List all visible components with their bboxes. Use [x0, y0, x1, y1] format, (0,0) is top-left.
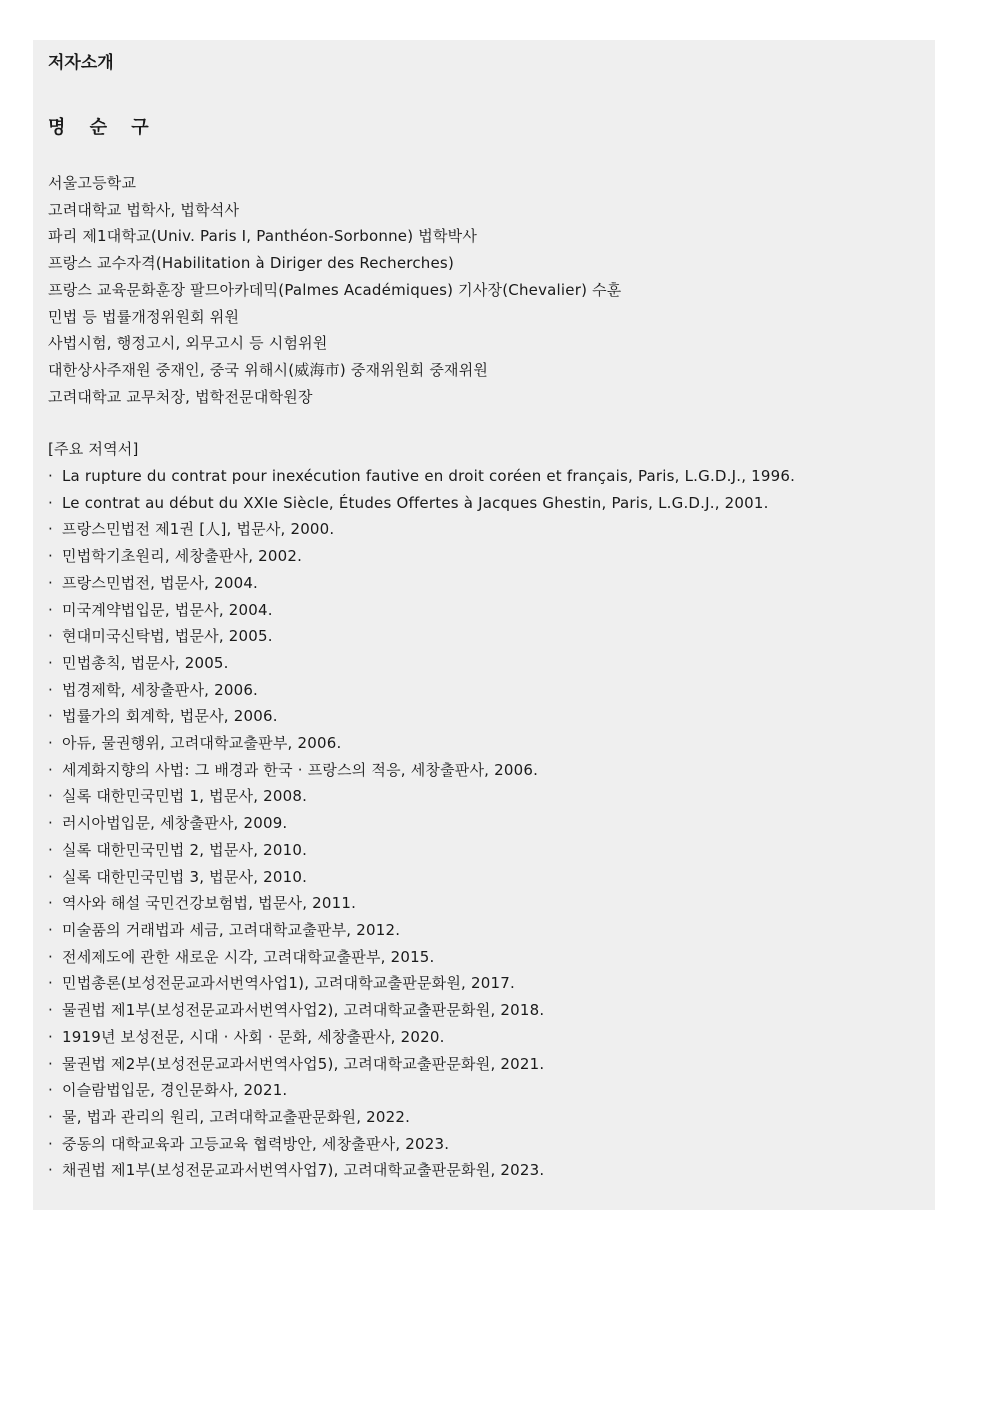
works-item-text: 민법총칙, 법문사, 2005. [62, 653, 229, 672]
bullet-mark: · [48, 520, 53, 539]
works-item-text: 미술품의 거래법과 세금, 고려대학교출판부, 2012. [62, 920, 401, 939]
works-item [48, 917, 935, 944]
bullet-mark: · [48, 493, 53, 512]
works-item-text: 아듀, 물권행위, 고려대학교출판부, 2006. [62, 734, 342, 753]
bio-item: 고려대학교 법학사, 법학석사 [48, 200, 240, 219]
works-item [48, 783, 935, 810]
bullet-mark: · [48, 1054, 53, 1073]
bullet-mark: · [48, 1001, 53, 1020]
bio-item: 프랑스 교육문화훈장 팔므아카데믹(Palmes Académiques) 기사장(Chevalier) 수훈 [48, 280, 622, 299]
bullet-mark: · [48, 680, 53, 699]
works-item [48, 703, 935, 730]
works-item [48, 810, 935, 837]
section-title: 저자소개 [48, 53, 114, 73]
bullet-mark: · [48, 867, 53, 886]
works-item [48, 1104, 935, 1131]
bullet-mark: · [48, 894, 53, 913]
bio-item: 사법시험, 행정고시, 외무고시 등 시험위원 [48, 334, 328, 353]
works-item [48, 516, 935, 543]
works-item-text: 이슬람법입문, 경인문화사, 2021. [62, 1081, 288, 1100]
works-item-text: 프랑스민법전 제1권 [人], 법문사, 2000. [62, 520, 335, 539]
works-item [48, 837, 935, 864]
bullet-mark: · [48, 947, 53, 966]
works-item [48, 1051, 935, 1078]
works-item-text: 실록 대한민국민법 1, 법문사, 2008. [62, 787, 308, 806]
works-item-text: 민법학기초원리, 세창출판사, 2002. [62, 547, 303, 566]
bio-item: 서울고등학교 [48, 174, 137, 192]
bio-item: 파리 제1대학교(Univ. Paris I, Panthéon-Sorbonne) 법학박사 [48, 227, 478, 246]
works-item-text: 법률가의 회계학, 법문사, 2006. [62, 707, 278, 726]
works-item [48, 1157, 935, 1184]
works-title: [주요 저역서] [48, 440, 139, 459]
works-item [48, 890, 935, 917]
bio-item: 민법 등 법률개정위원회 위원 [48, 307, 240, 326]
works-item-text: 중동의 대학교육과 고등교육 협력방안, 세창출판사, 2023. [62, 1134, 450, 1153]
bullet-mark: · [48, 467, 53, 486]
works-item-text: 물권법 제2부(보성전문교과서번역사업5), 고려대학교출판문화원, 2021. [62, 1054, 545, 1073]
works-item [48, 570, 935, 597]
bullet-mark: · [48, 1027, 53, 1046]
bio-item: 고려대학교 교무처장, 법학전문대학원장 [48, 387, 313, 406]
works-item [48, 490, 935, 517]
works-item-text: 물권법 제1부(보성전문교과서번역사업2), 고려대학교출판문화원, 2018. [62, 1001, 545, 1020]
bullet-mark: · [48, 814, 53, 833]
bullet-mark: · [48, 707, 53, 726]
bullet-mark: · [48, 573, 53, 592]
works-item [48, 597, 935, 624]
bio-list [48, 170, 935, 410]
works-item-text: 물, 법과 관리의 원리, 고려대학교출판문화원, 2022. [62, 1107, 411, 1126]
works-item-text: 역사와 해설 국민건강보험법, 법문사, 2011. [62, 894, 357, 913]
bio-item: 프랑스 교수자격(Habilitation à Diriger des Recherches) [48, 254, 454, 273]
bullet-mark: · [48, 1081, 53, 1100]
bullet-mark: · [48, 974, 53, 993]
works-item [48, 463, 935, 490]
works-item [48, 677, 935, 704]
bullet-mark: · [48, 760, 53, 779]
works-item-text: 법경제학, 세창출판사, 2006. [62, 680, 259, 699]
works-item-text: 세계화지향의 사법: 그 배경과 한국 · 프랑스의 적응, 세창출판사, 2006. [62, 760, 539, 779]
bullet-mark: · [48, 600, 53, 619]
works-item [48, 944, 935, 971]
works-item [48, 730, 935, 757]
works-item-text: 현대미국신탁법, 법문사, 2005. [62, 627, 273, 646]
bullet-mark: · [48, 920, 53, 939]
works-item [48, 970, 935, 997]
bullet-mark: · [48, 787, 53, 806]
works-item-text: 전세제도에 관한 새로운 시각, 고려대학교출판부, 2015. [62, 947, 435, 966]
works-item-text: 실록 대한민국민법 2, 법문사, 2010. [62, 840, 308, 859]
works-item-text: 민법총론(보성전문교과서번역사업1), 고려대학교출판문화원, 2017. [62, 974, 515, 993]
works-item-text: Le contrat au début du XXIe Siècle, Études Offertes à Jacques Ghestin, Paris, L.G.D.J., 2001. [62, 493, 769, 512]
works-item [48, 623, 935, 650]
works-item-text: 실록 대한민국민법 3, 법문사, 2010. [62, 867, 308, 886]
works-item-text: 미국계약법입문, 법문사, 2004. [62, 600, 273, 619]
bio-item: 대한상사주재원 중재인, 중국 위해시(威海市) 중재위원회 중재위원 [48, 360, 489, 379]
works-item [48, 1077, 935, 1104]
bullet-mark: · [48, 1161, 53, 1180]
bullet-mark: · [48, 1107, 53, 1126]
works-item-text: 채권법 제1부(보성전문교과서번역사업7), 고려대학교출판문화원, 2023. [62, 1161, 545, 1180]
works-item-text: 프랑스민법전, 법문사, 2004. [62, 573, 259, 592]
works-item [48, 650, 935, 677]
works-item-text: 1919년 보성전문, 시대 · 사회 · 문화, 세창출판사, 2020. [62, 1027, 445, 1046]
bullet-mark: · [48, 627, 53, 646]
works-list [48, 463, 935, 1184]
bullet-mark: · [48, 653, 53, 672]
works-item [48, 1024, 935, 1051]
bullet-mark: · [48, 840, 53, 859]
works-item [48, 757, 935, 784]
works-item-text: 러시아법입문, 세창출판사, 2009. [62, 814, 288, 833]
bullet-mark: · [48, 1134, 53, 1153]
works-item [48, 1131, 935, 1158]
bullet-mark: · [48, 734, 53, 753]
works-item [48, 864, 935, 891]
author-name: 명 순 구 [48, 117, 158, 138]
bullet-mark: · [48, 547, 53, 566]
author-intro-panel [33, 40, 935, 1210]
works-item-text: La rupture du contrat pour inexécution fautive en droit coréen et français, Paris, L.G.D.J., 1996. [62, 467, 796, 486]
works-item [48, 543, 935, 570]
works-item [48, 997, 935, 1024]
